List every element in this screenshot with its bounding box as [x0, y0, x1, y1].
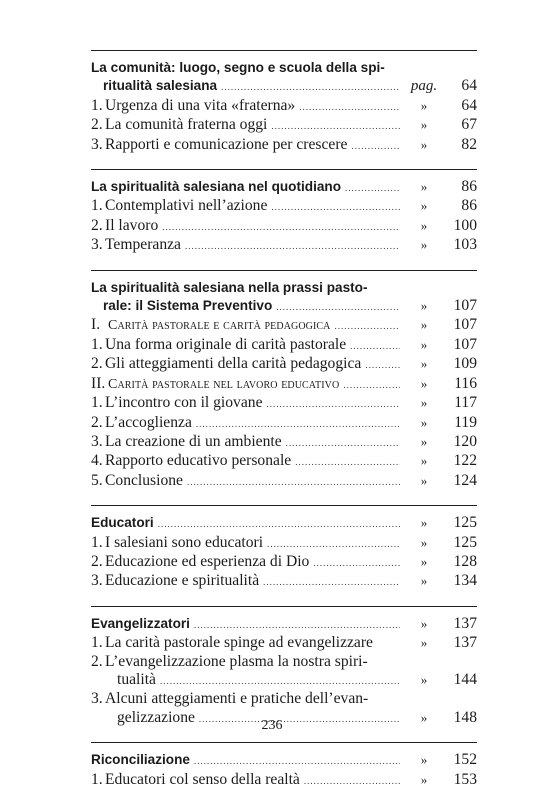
toc-heading [91, 59, 477, 77]
dot-leader [160, 672, 400, 690]
entry-title: ritualità salesiana [103, 78, 218, 94]
entry-title: Rapporto educativo personale [105, 452, 292, 470]
entry-title: tualità [117, 670, 156, 688]
entry-title: La comunità fraterna oggi [105, 116, 268, 134]
toc-entry [91, 316, 477, 335]
entry-title: Riconciliazione [91, 752, 190, 768]
entry-page-number: 117 [454, 394, 477, 412]
page-marker: pag. [410, 78, 438, 95]
entry-title: rale: il Sistema Preventivo [103, 298, 273, 314]
toc-section [91, 169, 477, 256]
page-marker: » [420, 356, 428, 372]
toc-entry [91, 394, 477, 413]
entry-number: 1. [91, 197, 103, 215]
entry-title: La spiritualità salesiana nel quotidiano [91, 179, 342, 195]
entry-title: Educatori [91, 515, 154, 531]
dot-leader [162, 218, 400, 236]
entry-page-number: 86 [461, 178, 477, 196]
toc-heading [91, 178, 477, 197]
entry-page-number: 137 [453, 614, 477, 632]
entry-page-number: 125 [453, 514, 477, 532]
entry-title: Rapporti e comunicazione per crescere [105, 135, 348, 153]
entry-page-number: 100 [453, 216, 477, 234]
entry-number: 4. [91, 452, 103, 470]
toc-heading [91, 615, 477, 634]
entry-page-number: 82 [461, 135, 477, 153]
entry-number: 1. [91, 335, 103, 353]
entry-title: La carità pastorale spinge ad evangelizzare [105, 634, 373, 652]
toc-entry [91, 452, 477, 471]
entry-number: 2. [91, 216, 103, 234]
dot-leader [351, 137, 400, 155]
page-marker: » [420, 198, 428, 214]
entry-title: Educazione ed esperienza di Dio [105, 552, 310, 570]
page-marker: » [420, 217, 428, 233]
dot-leader [185, 237, 400, 255]
dot-leader [187, 473, 400, 491]
entry-page-number: 128 [453, 552, 477, 570]
table-of-contents [91, 50, 477, 804]
entry-title: Gli atteggiamenti della carità pedagogica [105, 355, 362, 373]
dot-leader [158, 515, 400, 533]
page-marker: » [420, 317, 428, 333]
toc-heading [91, 279, 477, 297]
entry-number: 1. [91, 394, 103, 412]
entry-number: 1. [91, 634, 103, 652]
page-marker: » [420, 671, 428, 687]
entry-title: Contemplativi nell’azione [105, 197, 268, 215]
entry-page-number: 148 [453, 708, 477, 726]
dot-leader [263, 573, 400, 591]
entry-page-number: 103 [453, 236, 477, 254]
entry-page-number: 107 [453, 316, 477, 334]
entry-number: 2. [91, 355, 103, 373]
page-marker: » [420, 117, 428, 133]
entry-number: 5. [91, 471, 103, 489]
entry-page-number: 64 [461, 96, 477, 114]
entry-title: Carità pastorale e carità pedagogica [108, 318, 331, 334]
page-marker: » [420, 553, 428, 569]
toc-entry [91, 534, 477, 553]
section-divider [91, 169, 477, 170]
toc-section [91, 505, 477, 592]
dot-leader [286, 434, 400, 452]
entry-page-number: 152 [453, 751, 477, 769]
entry-title: La spiritualità salesiana nella prassi pasto- [91, 279, 368, 295]
section-divider [91, 270, 477, 271]
entry-page-number: 67 [461, 116, 477, 134]
page-marker: » [420, 709, 428, 725]
entry-page-number: 122 [453, 452, 477, 470]
toc-section [91, 270, 477, 491]
entry-title: Educazione e spiritualità [105, 572, 260, 590]
page-marker: » [420, 752, 428, 768]
page-marker: » [420, 298, 428, 314]
entry-number: 3. [91, 236, 103, 254]
toc-entry [91, 217, 477, 236]
dot-leader [271, 117, 400, 135]
entry-number: 2. [91, 552, 103, 570]
toc-entry [91, 690, 477, 708]
entry-page-number: 64 [461, 77, 477, 95]
entry-title: Evangelizzatori [91, 615, 190, 631]
entry-number: 3. [91, 135, 103, 153]
page-marker: » [420, 237, 428, 253]
page-marker: » [420, 336, 428, 352]
page-marker: » [420, 534, 428, 550]
page-marker: » [420, 97, 428, 113]
entry-title: La creazione di un ambiente [105, 432, 282, 450]
dot-leader [267, 395, 401, 413]
entry-title: Temperanza [105, 236, 181, 254]
entry-number: 3. [91, 432, 103, 450]
dot-leader [313, 554, 400, 572]
toc-entry [91, 433, 477, 452]
dot-leader [276, 298, 400, 316]
entry-page-number: 120 [453, 432, 477, 450]
page-marker: » [420, 375, 428, 391]
toc-entry [91, 572, 477, 591]
entry-page-number: 119 [454, 413, 477, 431]
toc-entry [91, 197, 477, 216]
page-marker: » [420, 615, 428, 631]
toc-heading [91, 297, 477, 316]
entry-number: 1. [91, 96, 103, 114]
entry-number: II. [91, 374, 106, 392]
toc-entry [91, 553, 477, 572]
dot-leader [365, 356, 400, 374]
entry-title: L’accoglienza [105, 413, 192, 431]
section-divider [91, 505, 477, 506]
toc-entry [91, 771, 477, 790]
section-divider [91, 742, 477, 743]
entry-title: Urgenza di una vita «fraterna» [105, 96, 296, 114]
toc-heading [91, 77, 477, 96]
page-marker: » [420, 179, 428, 195]
entry-number: 1. [91, 770, 103, 788]
entry-page-number: 116 [454, 374, 477, 392]
toc-entry [91, 414, 477, 433]
dot-leader [194, 752, 400, 770]
toc-entry [91, 116, 477, 135]
entry-number: 2. [91, 652, 103, 670]
toc-entry [91, 634, 477, 652]
page-marker: » [420, 573, 428, 589]
toc-entry [91, 472, 477, 491]
toc-entry [91, 653, 477, 671]
entry-page-number: 134 [453, 572, 477, 590]
toc-entry [91, 236, 477, 255]
dot-leader [196, 415, 400, 433]
entry-page-number: 109 [453, 355, 477, 373]
page-number: 236 [261, 718, 283, 733]
dot-leader [304, 772, 400, 790]
section-divider [91, 606, 477, 607]
entry-page-number: 125 [453, 533, 477, 551]
toc-section [91, 742, 477, 790]
toc-entry [91, 671, 477, 690]
toc-entry [91, 336, 477, 355]
entry-number: 3. [91, 690, 103, 708]
entry-page-number: 86 [461, 197, 477, 215]
entry-title: Il lavoro [105, 216, 159, 234]
page-marker: » [420, 515, 428, 531]
dot-leader [299, 98, 400, 116]
toc-entry [91, 97, 477, 116]
page-marker: » [420, 395, 428, 411]
toc-entry [91, 136, 477, 155]
toc-entry [91, 355, 477, 374]
dot-leader [221, 78, 400, 96]
entry-number: I. [91, 316, 101, 334]
dot-leader [194, 616, 400, 634]
entry-title: La comunità: luogo, segno e scuola della spi- [91, 60, 385, 75]
page-marker: » [420, 771, 428, 787]
dot-leader [295, 453, 400, 471]
entry-title: Alcuni atteggiamenti e pratiche dell’evan- [105, 690, 369, 708]
entry-title: Carità pastorale nel lavoro educativo [108, 376, 340, 392]
entry-title: I salesiani sono educatori [105, 533, 264, 551]
toc-entry [91, 375, 477, 394]
page-marker: » [420, 136, 428, 152]
section-divider [91, 50, 477, 51]
entry-title: Una forma originale di carità pastorale [105, 335, 347, 353]
page-marker: » [420, 414, 428, 430]
entry-page-number: 124 [453, 471, 477, 489]
entry-page-number: 153 [453, 770, 477, 788]
toc-heading [91, 514, 477, 533]
entry-number: 2. [91, 413, 103, 431]
page-marker: » [420, 635, 428, 651]
toc-section [91, 50, 477, 155]
dot-leader [271, 198, 400, 216]
entry-number: 1. [91, 533, 103, 551]
entry-title: L’evangelizzazione plasma la nostra spiri- [105, 652, 368, 670]
page-marker: » [420, 453, 428, 469]
entry-page-number: 144 [453, 670, 477, 688]
dot-leader [343, 376, 400, 394]
dot-leader [335, 317, 400, 335]
entry-page-number: 107 [453, 335, 477, 353]
entry-title: L’incontro con il giovane [105, 394, 263, 412]
entry-number: 2. [91, 116, 103, 134]
dot-leader [345, 179, 400, 197]
entry-number: 3. [91, 572, 103, 590]
page-marker: » [420, 433, 428, 449]
page-marker: » [420, 472, 428, 488]
dot-leader [267, 535, 400, 553]
entry-page-number: 137 [453, 634, 477, 652]
entry-title: Educatori col senso della realtà [105, 770, 300, 788]
entry-title: gelizzazione [117, 708, 195, 726]
entry-page-number: 107 [453, 297, 477, 315]
entry-title: Conclusione [105, 471, 183, 489]
toc-section [91, 606, 477, 728]
dot-leader [350, 337, 400, 355]
toc-heading [91, 751, 477, 770]
